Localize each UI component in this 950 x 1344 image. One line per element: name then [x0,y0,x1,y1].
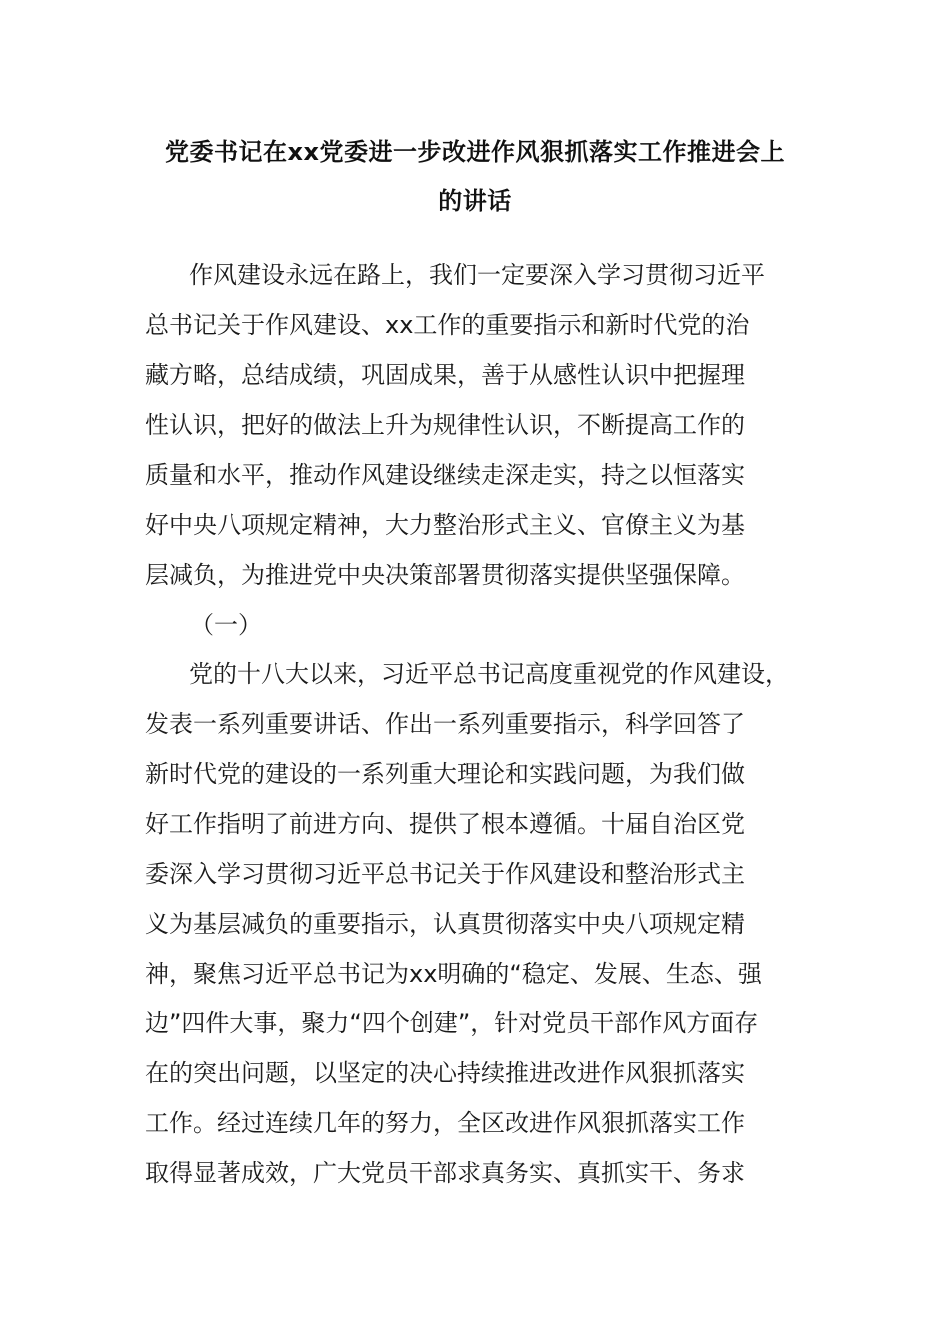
document-title-line-1: 党委书记在xx党委进一步改进作风狠抓落实工作推进会上 [165,138,785,166]
paragraph-1-line: 总书记关于作风建设、xx工作的重要指示和新时代党的治 [145,311,750,339]
paragraph-2-line: 在的突出问题，以坚定的决心持续推进改进作风狠抓落实 [145,1059,745,1087]
paragraph-2-line: 党的十八大以来，习近平总书记高度重视党的作风建设， [189,660,789,688]
paragraph-2-line: 工作。经过连续几年的努力，全区改进作风狠抓落实工作 [145,1109,745,1137]
paragraph-1-line: 性认识，把好的做法上升为规律性认识，不断提高工作的 [145,411,745,439]
paragraph-1-line: 好中央八项规定精神，大力整治形式主义、官僚主义为基 [145,511,745,539]
paragraph-1-line: 质量和水平，推动作风建设继续走深走实，持之以恒落实 [145,461,745,489]
paragraph-2-line: 取得显著成效，广大党员干部求真务实、真抓实干、务求 [145,1159,745,1187]
paragraph-2-line: 好工作指明了前进方向、提供了根本遵循。十届自治区党 [145,810,745,838]
paragraph-2-line: 委深入学习贯彻习近平总书记关于作风建设和整治形式主 [145,860,745,888]
paragraph-1-line: 作风建设永远在路上，我们一定要深入学习贯彻习近平 [189,261,765,289]
paragraph-2-line: 义为基层减负的重要指示，认真贯彻落实中央八项规定精 [145,910,745,938]
section-heading: （一） [190,611,262,639]
paragraph-1-line: 层减负，为推进党中央决策部署贯彻落实提供坚强保障。 [145,561,745,589]
paragraph-2-line: 神，聚焦习近平总书记为xx明确的“稳定、发展、生态、强 [145,960,762,988]
paragraph-2-line: 发表一系列重要讲话、作出一系列重要指示，科学回答了 [145,710,745,738]
paragraph-1-line: 藏方略，总结成绩，巩固成果，善于从感性认识中把握理 [145,361,745,389]
paragraph-2-line: 新时代党的建设的一系列重大理论和实践问题，为我们做 [145,760,745,788]
paragraph-2-line: 边”四件大事，聚力“四个创建”，针对党员干部作风方面存 [145,1009,759,1037]
document-title-line-2: 的讲话 [438,187,512,215]
